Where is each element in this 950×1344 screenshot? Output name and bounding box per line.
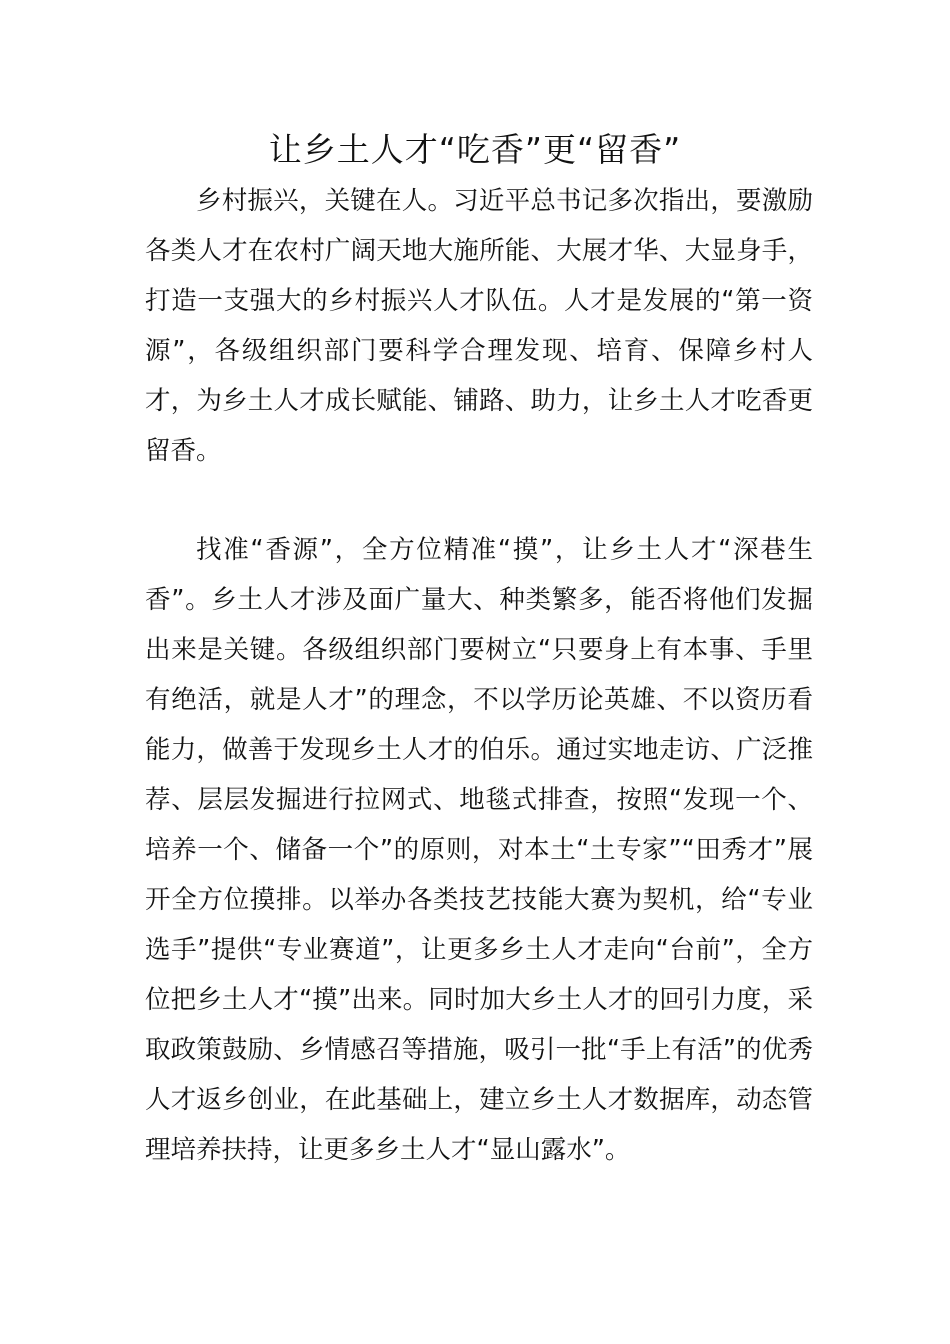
paragraph-intro: 乡村振兴，关键在人。习近平总书记多次指出，要激励各类人才在农村广阔天地大施所能、大展才华、大显身手，打造一支强大的乡村振兴人才队伍。人才是发展的“第一资源”，各级组织部门要科学合理发现、培育、保障乡村人才，为乡土人才成长赋能、铺路、助力，让乡土人才吃香更留香。	[145, 186, 813, 466]
paragraph-find-talent: 找准“香源”，全方位精准“摸”，让乡土人才“深巷生香”。乡土人才涉及面广量大、种类繁多，能否将他们发掘出来是关键。各级组织部门要树立“只要身上有本事、手里有绝活，就是人才”的理念，不以学历论英雄、不以资历看能力，做善于发现乡土人才的伯乐。通过实地走访、广泛推荐、层层发掘进行拉网式、地毯式排查，按照“发现一个、培养一个、储备一个”的原则，对本土“土专家”“田秀才”展开全方位摸排。以举办各类技艺技能大赛为契机，给“专业选手”提供“专业赛道”，让更多乡土人才走向“台前”，全方位把乡土人才“摸”出来。同时加大乡土人才的回引力度，采取政策鼓励、乡情感召等措施，吸引一批“手上有活”的优秀人才返乡创业，在此基础上，建立乡土人才数据库，动态管理培养扶持，让更多乡土人才“显山露水”。	[145, 535, 813, 1165]
document-title: 让乡土人才“吃香”更“留香”	[268, 130, 682, 169]
